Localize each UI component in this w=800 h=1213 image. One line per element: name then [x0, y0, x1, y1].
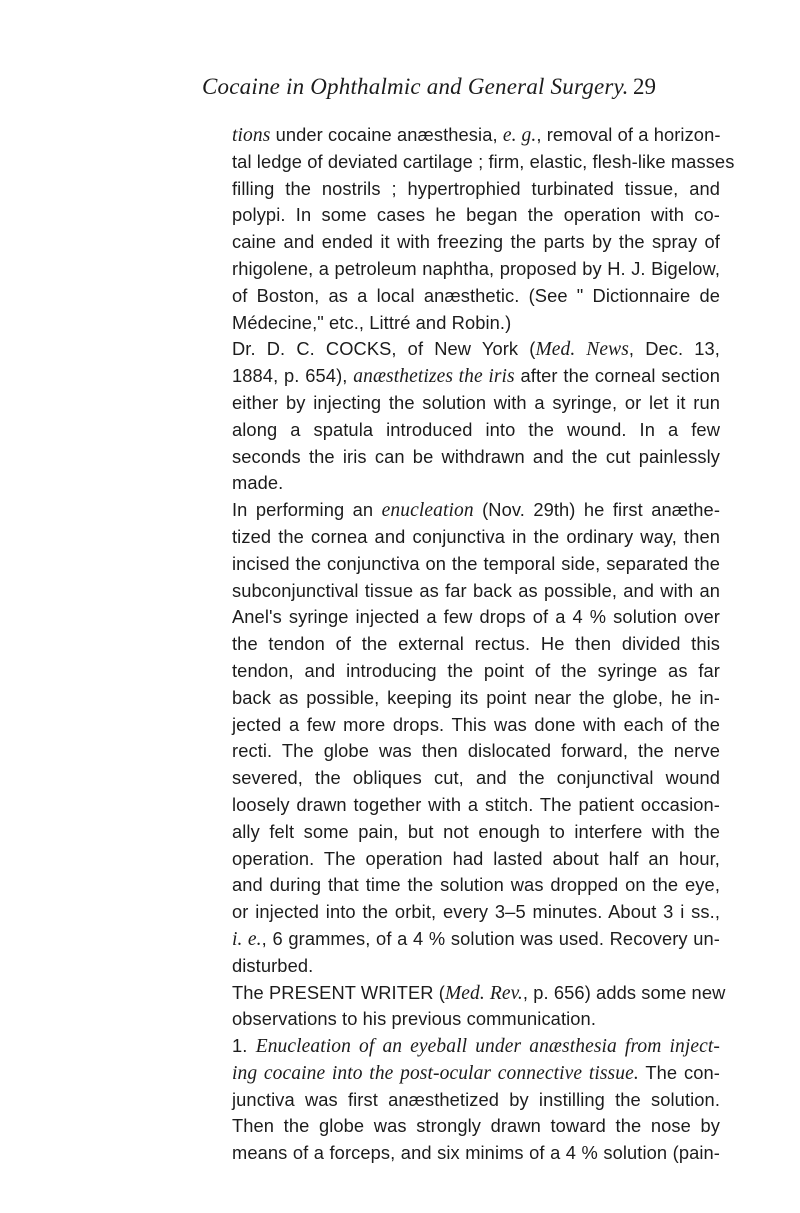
text-line: [232, 953, 720, 980]
text-segment: the tendon of the external rectus. He then divided this: [232, 633, 720, 655]
italic-text: tions: [232, 125, 271, 146]
italic-text: i. e.: [232, 928, 262, 950]
text-segment: along a spatula introduced into the wound. In a few: [232, 418, 720, 440]
text-segment: means of a forceps, and six minims of a 4 % solution (pain-: [232, 1142, 720, 1164]
text-segment: made.: [232, 472, 284, 494]
page-number: 29: [633, 74, 656, 99]
italic-text: enucleation: [381, 500, 474, 522]
text-segment: observations to his previous communication.: [232, 1008, 597, 1030]
text-line: [232, 363, 720, 390]
text-segment: seconds the iris can be withdrawn and the cut painlessly: [232, 445, 720, 467]
text-line: [232, 256, 720, 283]
italic-text: anæsthetizes the iris: [353, 366, 515, 388]
italic-text: Enucleation of an eyeball under anæsthesia from inject-: [255, 1036, 720, 1058]
text-line: [232, 497, 720, 524]
text-segment: , 6 grammes, of a 4 % solution was used. Recovery un-: [261, 927, 720, 949]
text-segment: ally felt some pain, but not enough to interfere with the: [232, 820, 720, 842]
text-line: [232, 310, 720, 337]
text-line: [232, 685, 720, 712]
text-line: [232, 1113, 720, 1140]
text-segment: 1884, p. 654),: [232, 365, 354, 387]
text-line: [232, 738, 720, 765]
text-segment: rhigolene, a petroleum naphtha, proposed by H. J. Bigelow,: [232, 257, 720, 279]
page-header: [0, 74, 800, 108]
text-segment: caine and ended it with freezing the parts by the spray of: [232, 231, 720, 253]
text-line: [232, 149, 735, 176]
text-segment: , removal of a horizon-: [536, 124, 721, 145]
text-line: [232, 604, 720, 631]
text-line: [232, 578, 720, 605]
text-line: [232, 1006, 720, 1033]
text-segment: junctiva was first anæsthetized by instilling the solution.: [232, 1088, 720, 1110]
text-line: [232, 1033, 720, 1060]
italic-text: Med. Rev.: [444, 982, 523, 1004]
text-line: [232, 202, 720, 229]
text-segment: incised the conjunctiva on the temporal side, separated the: [232, 552, 720, 574]
text-segment: either by injecting the solution with a syringe, or let it run: [232, 391, 720, 413]
text-segment: , p. 656) adds some new: [522, 981, 726, 1003]
text-segment: tendon, and introducing the point of the syringe as far: [232, 659, 720, 681]
text-line: [232, 390, 720, 417]
text-segment: tal ledge of deviated cartilage ; firm, elastic, flesh-like masses: [232, 150, 735, 172]
italic-text: ing cocaine into the post-ocular connective tissue.: [232, 1062, 639, 1084]
text-segment: (Nov. 29th) he first anæthe-: [473, 499, 721, 521]
text-segment: Anel's syringe injected a few drops of a 4 % solution over: [232, 606, 720, 628]
text-line: [232, 872, 720, 899]
text-segment: recti. The globe was then dislocated forward, the nerve: [232, 740, 720, 762]
text-segment: The PRESENT WRITER (: [232, 981, 445, 1003]
text-segment: loosely drawn together with a stitch. The patient occasion-: [232, 793, 720, 815]
text-line: [232, 631, 720, 658]
text-segment: polypi. In some cases he began the operation with co-: [232, 204, 720, 226]
text-line: [232, 417, 720, 444]
text-segment: In performing an: [232, 499, 382, 521]
text-segment: Dr. D. C. COCKS, of New York (: [232, 338, 536, 360]
text-line: [232, 792, 720, 819]
text-line: [232, 926, 720, 953]
text-line: [232, 470, 720, 497]
text-line: [232, 765, 720, 792]
text-line: [232, 122, 720, 149]
text-segment: back as possible, keeping its point near the globe, he in-: [232, 686, 720, 708]
text-segment: operation. The operation had lasted about half an hour,: [232, 847, 720, 869]
text-line: [232, 712, 720, 739]
running-title: Cocaine in Ophthalmic and General Surgery.: [202, 74, 629, 99]
text-line: [232, 819, 720, 846]
body-text: [232, 122, 735, 1167]
text-line: [232, 846, 720, 873]
text-segment: under cocaine anæsthesia,: [270, 124, 503, 145]
text-segment: and during that time the solution was dropped on the eye,: [232, 874, 720, 896]
text-segment: The con-: [638, 1061, 720, 1083]
text-segment: subconjunctival tissue as far back as possible, and with an: [232, 579, 720, 601]
text-line: [232, 1060, 720, 1087]
italic-text: Med. News: [535, 339, 629, 361]
italic-text: e. g.: [502, 125, 537, 146]
text-segment: tized the cornea and conjunctiva in the ordinary way, then: [232, 525, 720, 547]
text-segment: filling the nostrils ; hypertrophied turbinated tissue, and: [232, 177, 720, 199]
text-segment: jected a few more drops. This was done with each of the: [232, 713, 720, 735]
text-segment: , Dec. 13,: [628, 338, 720, 360]
text-line: [232, 336, 720, 363]
text-line: [232, 444, 720, 471]
text-line: [232, 980, 726, 1007]
text-segment: after the corneal section: [514, 365, 720, 387]
text-line: [232, 899, 720, 926]
text-line: [232, 551, 720, 578]
text-segment: Then the globe was strongly drawn toward the nose by: [232, 1115, 720, 1137]
text-line: [232, 1087, 720, 1114]
text-segment: 1.: [232, 1035, 256, 1057]
text-segment: or injected into the orbit, every 3–5 minutes. About 3 i ss.,: [232, 901, 720, 923]
text-segment: of Boston, as a local anæsthetic. (See " Dictionnaire de: [232, 284, 720, 306]
text-line: [232, 1140, 720, 1167]
text-line: [232, 229, 720, 256]
text-segment: Médecine," etc., Littré and Robin.): [232, 311, 512, 333]
text-segment: disturbed.: [232, 954, 314, 976]
text-segment: severed, the obliques cut, and the conjunctival wound: [232, 767, 720, 789]
text-line: [232, 658, 720, 685]
text-line: [232, 176, 720, 203]
text-line: [232, 283, 720, 310]
text-line: [232, 524, 720, 551]
